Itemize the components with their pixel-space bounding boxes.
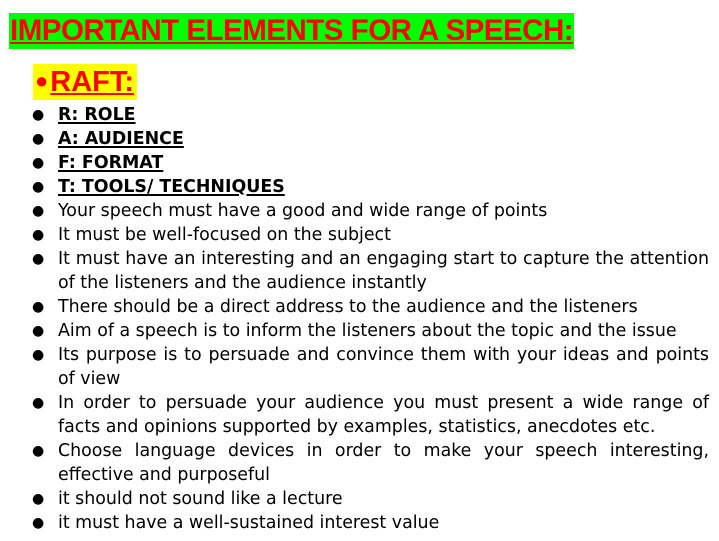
- list-item-text: Its purpose is to persuade and convince them with your ideas and points of view: [58, 345, 709, 389]
- list-item-text: Choose language devices in order to make your speech interesting, effective and purposeful: [58, 441, 709, 485]
- list-item: [30, 295, 709, 319]
- bullet-icon: ●: [32, 179, 45, 195]
- list-item-text: T: TOOLS/ TECHNIQUES: [58, 177, 285, 197]
- bullet-icon: ●: [32, 347, 45, 363]
- title-block: [9, 13, 574, 49]
- list-item-text: R: ROLE: [58, 105, 136, 125]
- raft-heading: [33, 64, 137, 100]
- bullet-icon: ●: [32, 203, 45, 219]
- list-item-text: Aim of a speech is to inform the listeners about the topic and the issue: [58, 321, 677, 341]
- bullet-icon: ●: [35, 68, 49, 93]
- list-item-text: It must be well-focused on the subject: [58, 225, 391, 245]
- bullet-icon: ●: [32, 131, 45, 147]
- list-item: [30, 511, 709, 535]
- raft-heading-block: [33, 64, 137, 100]
- bullet-icon: ●: [32, 299, 45, 315]
- list-item: [30, 487, 709, 511]
- list-item: [30, 391, 709, 439]
- list-item-raft-format: [30, 151, 709, 175]
- page-title: IMPORTANT ELEMENTS FOR A SPEECH:: [10, 14, 574, 47]
- bullet-icon: ●: [32, 515, 45, 531]
- list-item-text: it must have a well-sustained interest value: [58, 513, 440, 533]
- bullet-icon: ●: [32, 227, 45, 243]
- list-item-raft-audience: [30, 127, 709, 151]
- list-item-raft-tools: [30, 175, 709, 199]
- bullet-icon: ●: [32, 491, 45, 507]
- list-item-text: F: FORMAT: [58, 153, 164, 173]
- list-item: [30, 439, 709, 487]
- bullet-icon: ●: [32, 323, 45, 339]
- list-item-text: Your speech must have a good and wide range of points: [58, 201, 548, 221]
- bullet-icon: ●: [32, 107, 45, 123]
- list-item: [30, 319, 709, 343]
- bullet-icon: ●: [32, 251, 45, 267]
- list-item-text: A: AUDIENCE: [58, 129, 184, 149]
- list-item-raft-role: [30, 103, 709, 127]
- list-item: [30, 247, 709, 295]
- list-item: [30, 199, 709, 223]
- list-item-text: it should not sound like a lecture: [58, 489, 343, 509]
- list-item-text: There should be a direct address to the audience and the listeners: [58, 297, 638, 317]
- raft-heading-label: RAFT:: [50, 66, 135, 98]
- bullet-icon: ●: [32, 155, 45, 171]
- bullet-icon: ●: [32, 395, 45, 411]
- list-item: [30, 223, 709, 247]
- bullet-icon: ●: [32, 443, 45, 459]
- list-item: [30, 343, 709, 391]
- list-item-text: It must have an interesting and an engaging start to capture the attention of the listeners and the audience instantly: [58, 249, 709, 293]
- list-item-text: In order to persuade your audience you must present a wide range of facts and opinions supported by examples, statistics, anecdotes etc.: [58, 393, 709, 437]
- speech-elements-list: [30, 103, 709, 535]
